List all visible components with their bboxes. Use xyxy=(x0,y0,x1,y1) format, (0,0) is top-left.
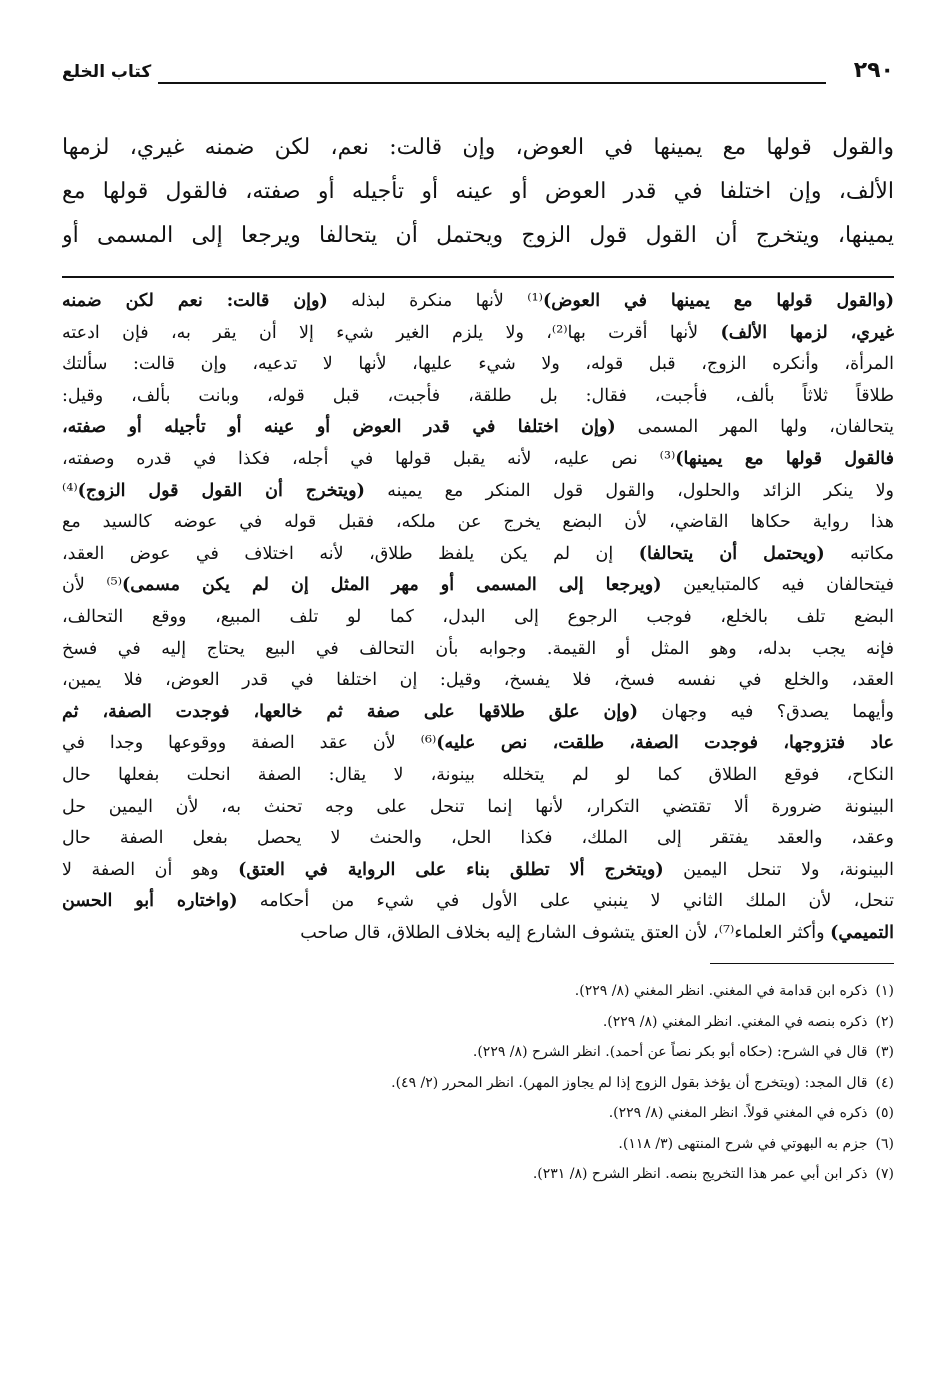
footnote-number: (٥) xyxy=(875,1105,894,1122)
commentary-segment: ⁽⁵⁾ لأن xyxy=(62,575,122,596)
commentary-segment: البضع تلف بالخلع، فوجب الرجوع إلى البدل، كما لو تلف المبيع، ووقع التحالف، xyxy=(62,606,894,627)
commentary-line xyxy=(62,886,894,918)
commentary-segment: هذا رواية حكاها القاضي، لأن البضع يخرج عن ملكه، فقبل قوله في عوضه كالسيد مع xyxy=(62,512,894,533)
commentary-segment: مكاتبه xyxy=(824,543,894,564)
footnote-text: ذكره في المغني قولاً. انظر المغني (٨/ ٢٢٩). xyxy=(608,1105,868,1122)
footnote-number: (٤) xyxy=(875,1074,894,1091)
matn-quote: (واختاره أبو الحسن xyxy=(62,891,238,912)
commentary-line xyxy=(62,570,894,602)
matn-line: الألف، وإن اختلفا في قدر العوض أو عينه أو تأجيله أو صفته، فالقول قولها مع xyxy=(62,179,894,204)
commentary-line xyxy=(62,412,894,444)
commentary-line xyxy=(62,444,894,476)
commentary-line xyxy=(62,349,894,381)
matn-text xyxy=(62,126,894,258)
footnote xyxy=(62,1098,894,1129)
footnote xyxy=(62,1159,894,1190)
page-number: ٢٩٠ xyxy=(853,58,894,83)
commentary-segment: وأكثر العلماء⁽⁷⁾، لأن العتق يتشوف الشارع إليه بخلاف الطلاق، قال صاحب xyxy=(300,922,831,943)
footnote-separator xyxy=(710,963,894,964)
commentary-segment: يتحالفان، ولها المهر المسمى xyxy=(615,417,894,438)
footnote-number: (٢) xyxy=(875,1013,894,1030)
commentary-segment: وعقد، والعقد يفتقر إلى الملك، فكذا الحل، والحنث لا يحصل بفعل الصفة حال xyxy=(62,828,894,849)
commentary-segment: ⁽¹⁾ لأنها منكرة لبذله xyxy=(327,291,543,311)
commentary-segment: النكاح، فوقع الطلاق كما لو لم يتخلله بينونة، لا يقال: الصفة انحلت بفعلها حال xyxy=(62,764,894,785)
commentary-segment: فيتحالفان فيه كالمتبايعين xyxy=(661,575,894,596)
commentary-line xyxy=(62,792,894,824)
matn-quote: عاد فتزوجها، فوجدت الصفة، طلقت، نص عليه) xyxy=(436,733,894,754)
commentary-segment: العقد، والخلع في نفسه فسخ، فلا يفسخ، وقيل: إن اختلفا في قدر العوض، فلا يمين، xyxy=(62,670,894,691)
matn-quote: (وإن علق طلاقها على صفة ثم خالعها، فوجدت الصفة، ثم xyxy=(62,701,638,722)
commentary-line xyxy=(62,318,894,350)
commentary-segment: البينونة، ولا تنحل اليمين xyxy=(663,859,894,880)
matn-quote: (والقول قولها مع يمينها في العوض) xyxy=(542,291,894,311)
commentary-segment: ⁽⁴⁾ xyxy=(62,480,78,501)
commentary-line xyxy=(62,476,894,508)
commentary-line xyxy=(62,381,894,413)
matn-quote: غيري، لزمها الألف) xyxy=(720,322,894,343)
matn-quote: (ويرجعا إلى المسمى أو مهر المثل إن لم يكن مسمى) xyxy=(122,575,662,596)
commentary-segment: فإنه يجب بدله، وهو المثل أو القيمة. وجوابه بأن التحالف في البيع يحتاج إليه في فسخ xyxy=(62,638,894,659)
footnote xyxy=(62,1037,894,1068)
footnote-number: (٦) xyxy=(875,1135,894,1152)
footnote-number: (٣) xyxy=(875,1044,894,1061)
matn-quote: فالقول قولها مع يمينها) xyxy=(675,448,894,469)
commentary-segment: لأنها أقرت بها⁽²⁾، ولا يلزم الغير شيء إلا أن يقر به، فإن ادعته xyxy=(62,322,721,343)
commentary-line xyxy=(62,602,894,634)
footnote-number: (٧) xyxy=(875,1166,894,1183)
book-title: كتاب الخلع xyxy=(62,62,152,82)
commentary-segment: طلاقاً ثلاثاً بألف، فأجبت، فقال: بل طلقة، فأجبت، قبل قوله، وبانت بألف، وقيل: xyxy=(62,385,894,406)
commentary-segment: وأيهما يصدق؟ فيه وجهان xyxy=(637,701,894,722)
matn-line: والقول قولها مع يمينها في العوض، وإن قالت: نعم، لكن ضمنه غيري، لزمها xyxy=(62,135,894,160)
footnote-text: جزم به البهوتي في شرح المنتهى (٣/ ١١٨). xyxy=(618,1135,868,1152)
footnote-text: قال في الشرح: (حكاه أبو بكر نصاً عن أحمد). انظر الشرح (٨/ ٢٢٩). xyxy=(472,1044,868,1061)
commentary-text xyxy=(62,286,894,949)
footnote xyxy=(62,976,894,1007)
commentary-segment: تنحل، لأن الملك الثاني لا ينبني على الأول في شيء من أحكامه xyxy=(237,891,894,912)
footnote-text: ذكره بنصه في المغني. انظر المغني (٨/ ٢٢٩). xyxy=(602,1013,868,1030)
commentary-line xyxy=(62,634,894,666)
commentary-segment: ولا ينكر الزائد والحلول، والقول قول المنكر مع يمينه xyxy=(364,480,894,501)
matn-quote: (ويتخرج ألا تطلق بناء على الرواية في العتق) xyxy=(238,859,664,880)
page-header xyxy=(62,52,894,86)
commentary-line xyxy=(62,855,894,887)
header-rule xyxy=(158,82,826,84)
text-separator xyxy=(62,276,894,278)
footnote xyxy=(62,1068,894,1099)
footnotes xyxy=(62,976,894,1190)
matn-quote: (ويحتمل أن يتحالفا) xyxy=(638,543,825,564)
commentary-line xyxy=(62,539,894,571)
footnote-text: ذكر ابن أبي عمر هذا التخريج بنصه. انظر الشرح (٨/ ٢٣١). xyxy=(532,1166,868,1183)
commentary-line xyxy=(62,286,894,318)
commentary-segment: إن لم يكن يلفظ طلاق، لأنه اختلاف في عوض العقد، xyxy=(62,543,639,564)
commentary-segment: المرأة، وأنكره الزوج، قبل قوله، ولا شيء عليها، لأنها لا تدعيه، وإن قالت: سألتك xyxy=(62,354,894,375)
commentary-segment: وهو أن الصفة لا xyxy=(62,859,239,880)
footnote xyxy=(62,1129,894,1160)
footnote-text: ذكره ابن قدامة في المغني. انظر المغني (٨/ ٢٢٩). xyxy=(574,983,868,1000)
commentary-segment: ⁽³⁾ نص عليه، لأنه يقبل قولها في أجله، فكذا في قدره وصفته، xyxy=(62,448,676,469)
matn-line: يمينها، ويتخرج أن القول قول الزوج ويحتمل أن يتحالفا ويرجعا إلى المسمى أو xyxy=(62,223,894,248)
commentary-line xyxy=(62,918,894,950)
book-page xyxy=(62,52,894,1190)
commentary-segment: ⁽⁶⁾ لأن عقد الصفة ووقوعها وجدا في xyxy=(62,733,437,754)
matn-quote: (وإن اختلفا في قدر العوض أو عينه أو تأجيله أو صفته، xyxy=(62,417,616,438)
commentary-line xyxy=(62,697,894,729)
commentary-line xyxy=(62,728,894,760)
footnote-number: (١) xyxy=(875,983,894,1000)
commentary-line xyxy=(62,665,894,697)
matn-quote: التميمي) xyxy=(830,922,894,943)
matn-quote: (ويتخرج أن القول قول الزوج) xyxy=(77,480,365,501)
footnote-text: قال المجد: (ويتخرج أن يؤخذ بقول الزوج إذا لم يجاوز المهر). انظر المحرر (٢/ ٤٩). xyxy=(391,1074,868,1091)
commentary-segment: البينونة ضرورة ألا تقتضي التكرار، لأنها إنما تنحل على وجه تحنث به، لأن اليمين حل xyxy=(62,796,894,817)
footnote xyxy=(62,1007,894,1038)
commentary-line xyxy=(62,507,894,539)
commentary-line xyxy=(62,823,894,855)
commentary-line xyxy=(62,760,894,792)
matn-quote: (وإن قالت: نعم لكن ضمنه xyxy=(62,291,328,311)
